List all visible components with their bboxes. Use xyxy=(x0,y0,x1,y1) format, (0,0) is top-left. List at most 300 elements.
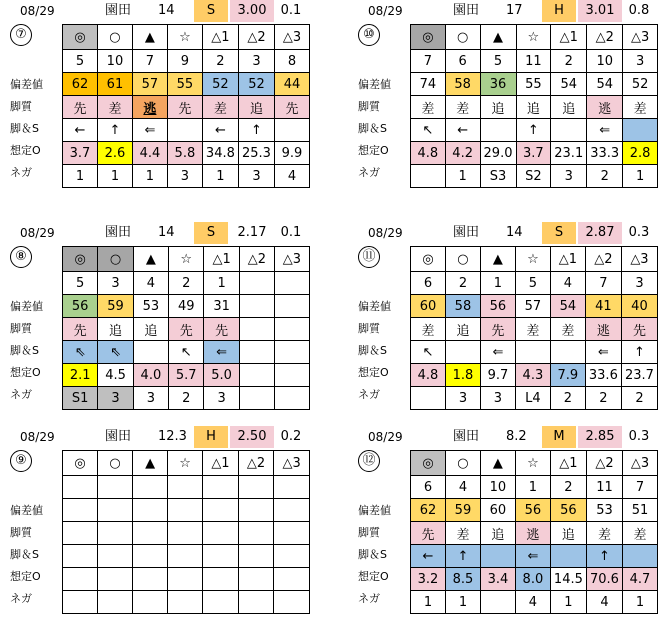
mark-cell: △2 xyxy=(585,247,621,272)
nega-cell: 1 xyxy=(445,591,480,614)
horses-row xyxy=(411,50,658,73)
horses-cell: 5 xyxy=(63,50,98,73)
style-row xyxy=(411,522,658,545)
horses-cell xyxy=(238,476,274,499)
est-row xyxy=(411,568,658,591)
style-cell: 差 xyxy=(445,522,480,545)
style-cell xyxy=(168,522,203,545)
est-cell: 1.8 xyxy=(445,364,480,387)
row-labels xyxy=(10,478,70,610)
dev-cell: 56 xyxy=(63,295,98,318)
nega-cell xyxy=(480,591,515,614)
race-date: 08/29 xyxy=(368,4,403,18)
mark-cell: ☆ xyxy=(516,25,551,50)
style-row xyxy=(63,522,310,545)
nega-row xyxy=(411,591,658,614)
row-label: 偏差値 xyxy=(10,78,43,91)
nega-cell xyxy=(133,591,168,614)
mark-cell: ○ xyxy=(98,451,133,476)
race-date: 08/29 xyxy=(20,4,55,18)
arrow-cell: ⇐ xyxy=(515,545,550,568)
panel-header xyxy=(10,222,310,244)
style-cell: 追 xyxy=(480,96,516,119)
style-cell: 先 xyxy=(167,96,202,119)
est-cell: 23.1 xyxy=(551,142,587,165)
dev-cell: 55 xyxy=(516,73,551,96)
nega-cell: 1 xyxy=(411,591,446,614)
arrow-cell xyxy=(550,545,586,568)
arrow-cell xyxy=(480,545,515,568)
est-cell: 4.2 xyxy=(445,142,480,165)
rate-value: 0.1 xyxy=(280,225,302,240)
nega-cell: 2 xyxy=(621,387,657,410)
venue: 園田 xyxy=(105,3,132,18)
horses-cell: 3 xyxy=(623,50,658,73)
horses-cell: 1 xyxy=(204,272,239,295)
nega-cell xyxy=(411,387,446,410)
style-cell xyxy=(239,318,274,341)
dev-cell: 36 xyxy=(480,73,516,96)
est-cell xyxy=(274,364,309,387)
style-cell xyxy=(63,522,98,545)
row-label: 脚質 xyxy=(10,100,32,113)
mark-cell: ☆ xyxy=(515,451,550,476)
mark-cell: ▲ xyxy=(480,25,516,50)
nega-cell: 2 xyxy=(169,387,204,410)
arrow-cell xyxy=(275,119,310,142)
arrow-row xyxy=(63,545,310,568)
style-cell: 差 xyxy=(586,522,622,545)
panel-header xyxy=(358,222,658,244)
nega-cell: 3 xyxy=(204,387,239,410)
row-label: 偏差値 xyxy=(358,78,391,91)
nega-cell: 1 xyxy=(550,591,586,614)
nega-cell: 3 xyxy=(238,165,274,188)
est-cell: 9.7 xyxy=(480,364,515,387)
grade-badge: S xyxy=(194,222,228,244)
dev-row xyxy=(411,295,658,318)
dev-cell: 74 xyxy=(411,73,446,96)
horses-cell: 7 xyxy=(411,50,446,73)
mark-cell: ◎ xyxy=(63,451,98,476)
mark-cell: △3 xyxy=(274,247,309,272)
dev-cell xyxy=(133,499,168,522)
horses-cell: 2 xyxy=(551,50,587,73)
dev-cell xyxy=(168,499,203,522)
arrow-cell: ↑ xyxy=(238,119,274,142)
dev-cell: 54 xyxy=(551,73,587,96)
odds-value: 3.01 xyxy=(578,0,622,22)
est-cell: 4.7 xyxy=(623,568,658,591)
row-label: 脚質 xyxy=(10,526,32,539)
dev-cell: 54 xyxy=(587,73,623,96)
style-cell xyxy=(98,522,133,545)
arrow-cell xyxy=(238,545,274,568)
est-cell: 4.5 xyxy=(98,364,133,387)
nega-cell: 3 xyxy=(133,387,168,410)
arrow-cell: ⇖ xyxy=(98,341,133,364)
mark-cell: △1 xyxy=(204,247,239,272)
mark-cell: △2 xyxy=(239,247,274,272)
race-number: ⑫ xyxy=(358,450,380,472)
horses-row xyxy=(63,50,310,73)
row-label: 偏差値 xyxy=(10,504,43,517)
row-label: 想定O xyxy=(10,366,41,379)
mark-cell: △1 xyxy=(550,451,586,476)
arrow-cell: ↖ xyxy=(169,341,204,364)
nega-cell xyxy=(411,165,446,188)
nega-cell xyxy=(239,387,274,410)
style-cell: 差 xyxy=(97,96,132,119)
horses-cell: 2 xyxy=(169,272,204,295)
horses-cell: 2 xyxy=(202,50,238,73)
est-cell xyxy=(274,568,310,591)
race-index: 14 xyxy=(506,225,523,240)
dev-cell: 59 xyxy=(445,499,480,522)
row-label: 想定O xyxy=(358,366,389,379)
nega-cell: 1 xyxy=(63,165,98,188)
mark-cell: ○ xyxy=(445,451,480,476)
est-cell: 8.5 xyxy=(445,568,480,591)
row-label: 脚＆S xyxy=(10,344,39,357)
dev-cell: 58 xyxy=(445,73,480,96)
dev-cell: 49 xyxy=(169,295,204,318)
mark-cell: ○ xyxy=(98,247,133,272)
horses-cell: 7 xyxy=(132,50,167,73)
mark-cell: ▲ xyxy=(133,451,168,476)
mark-cell: ▲ xyxy=(480,247,515,272)
style-cell: 追 xyxy=(516,96,551,119)
mark-cell: △3 xyxy=(623,25,658,50)
est-row xyxy=(411,364,658,387)
dev-row xyxy=(63,73,310,96)
arrow-cell: ⇐ xyxy=(585,341,621,364)
arrow-cell: ↑ xyxy=(621,341,657,364)
odds-value: 3.00 xyxy=(230,0,274,22)
arrow-cell: ⇐ xyxy=(587,119,623,142)
dev-row xyxy=(63,499,310,522)
style-cell: 逃 xyxy=(132,96,167,119)
panel-header xyxy=(358,426,658,448)
horses-cell: 6 xyxy=(445,50,480,73)
horses-cell: 8 xyxy=(275,50,310,73)
arrow-row xyxy=(411,341,658,364)
horses-cell xyxy=(274,272,309,295)
horses-cell: 10 xyxy=(97,50,132,73)
mark-cell: △1 xyxy=(203,451,239,476)
arrow-cell xyxy=(623,545,658,568)
mark-cell: ◎ xyxy=(411,25,446,50)
est-cell: 5.0 xyxy=(204,364,239,387)
arrow-cell xyxy=(274,545,310,568)
nega-cell xyxy=(238,591,274,614)
race-panel-p10 xyxy=(358,0,658,184)
arrow-cell xyxy=(203,545,239,568)
style-cell: 先 xyxy=(411,522,446,545)
arrow-cell xyxy=(623,119,658,142)
dev-cell: 53 xyxy=(133,295,168,318)
dev-cell xyxy=(239,295,274,318)
style-row xyxy=(411,96,658,119)
marks-row xyxy=(411,25,658,50)
race-number: ⑧ xyxy=(10,246,32,268)
venue: 園田 xyxy=(105,225,132,240)
mark-cell: ▲ xyxy=(133,247,168,272)
est-cell: 33.6 xyxy=(585,364,621,387)
mark-cell: ◎ xyxy=(63,25,98,50)
est-cell: 4.4 xyxy=(132,142,167,165)
est-row xyxy=(411,142,658,165)
row-labels xyxy=(358,52,418,184)
dev-cell: 44 xyxy=(275,73,310,96)
odds-value: 2.17 xyxy=(237,225,267,240)
venue: 園田 xyxy=(105,429,132,444)
race-date: 08/29 xyxy=(368,226,403,240)
arrow-row xyxy=(411,545,658,568)
est-cell: 33.3 xyxy=(587,142,623,165)
nega-cell: 3 xyxy=(480,387,515,410)
row-label: ネガ xyxy=(10,166,32,179)
venue: 園田 xyxy=(453,3,480,18)
dev-cell: 56 xyxy=(480,295,515,318)
dev-cell: 52 xyxy=(623,73,658,96)
race-panel-p8 xyxy=(10,222,310,406)
nega-cell: S1 xyxy=(63,387,98,410)
horses-row xyxy=(63,272,310,295)
horses-cell xyxy=(63,476,98,499)
panel-header xyxy=(10,0,310,22)
est-cell: 70.6 xyxy=(586,568,622,591)
style-cell: 先 xyxy=(63,318,98,341)
arrow-cell xyxy=(63,545,98,568)
mark-cell: ▲ xyxy=(480,451,515,476)
grade-badge: H xyxy=(542,0,576,22)
arrow-cell: ↑ xyxy=(516,119,551,142)
mark-cell: △3 xyxy=(275,25,310,50)
horses-cell: 6 xyxy=(411,476,446,499)
dev-cell: 40 xyxy=(621,295,657,318)
rate-value: 0.3 xyxy=(628,429,650,444)
race-date: 08/29 xyxy=(20,226,55,240)
dev-cell xyxy=(274,295,309,318)
rate-value: 0.2 xyxy=(280,429,302,444)
style-cell: 追 xyxy=(550,522,586,545)
arrow-cell: ↑ xyxy=(445,545,480,568)
style-cell: 差 xyxy=(623,96,658,119)
est-cell xyxy=(168,568,203,591)
race-number: ⑦ xyxy=(10,24,32,46)
dev-cell: 59 xyxy=(98,295,133,318)
style-cell: 追 xyxy=(238,96,274,119)
race-number: ⑨ xyxy=(10,450,32,472)
dev-cell: 53 xyxy=(586,499,622,522)
grade-badge: H xyxy=(194,426,228,448)
nega-cell xyxy=(274,591,310,614)
horses-cell xyxy=(168,476,203,499)
horses-cell: 7 xyxy=(585,272,621,295)
odds-value: 2.50 xyxy=(230,426,274,448)
arrow-cell: ↑ xyxy=(586,545,622,568)
arrow-cell: ⇖ xyxy=(63,341,98,364)
arrow-cell xyxy=(133,545,168,568)
race-index: 8.2 xyxy=(506,429,527,444)
horses-cell: 1 xyxy=(480,272,515,295)
row-label: ネガ xyxy=(10,388,32,401)
prediction-table xyxy=(410,246,658,410)
horses-cell: 3 xyxy=(238,50,274,73)
style-cell: 差 xyxy=(623,522,658,545)
style-cell: 先 xyxy=(621,318,657,341)
arrow-cell: ← xyxy=(202,119,238,142)
est-cell: 2.8 xyxy=(623,142,658,165)
mark-cell: ☆ xyxy=(167,25,202,50)
est-cell: 5.7 xyxy=(169,364,204,387)
nega-cell: 3 xyxy=(551,165,587,188)
mark-cell: ☆ xyxy=(515,247,550,272)
nega-cell xyxy=(203,591,239,614)
dev-cell: 56 xyxy=(550,499,586,522)
dev-cell: 51 xyxy=(623,499,658,522)
arrow-cell xyxy=(480,119,516,142)
mark-cell: △2 xyxy=(238,25,274,50)
style-cell: 先 xyxy=(480,318,515,341)
est-cell: 23.7 xyxy=(621,364,657,387)
est-cell: 2.6 xyxy=(97,142,132,165)
row-label: ネガ xyxy=(358,592,380,605)
dev-cell: 57 xyxy=(132,73,167,96)
nega-cell: 1 xyxy=(202,165,238,188)
row-label: 脚質 xyxy=(358,322,380,335)
style-cell: 先 xyxy=(63,96,98,119)
style-cell: 差 xyxy=(411,96,446,119)
dev-cell: 55 xyxy=(167,73,202,96)
est-cell: 4.8 xyxy=(411,142,446,165)
style-cell: 差 xyxy=(445,96,480,119)
arrow-cell xyxy=(133,341,168,364)
horses-cell: 4 xyxy=(550,272,585,295)
race-date: 08/29 xyxy=(20,430,55,444)
dev-cell: 31 xyxy=(204,295,239,318)
dev-cell: 62 xyxy=(411,499,446,522)
nega-row xyxy=(63,387,310,410)
arrow-cell: ← xyxy=(411,545,446,568)
horses-cell: 3 xyxy=(621,272,657,295)
arrow-cell: ↑ xyxy=(97,119,132,142)
mark-cell: △1 xyxy=(551,25,587,50)
race-number: ⑪ xyxy=(358,246,380,268)
arrow-cell xyxy=(167,119,202,142)
horses-row xyxy=(411,476,658,499)
est-cell xyxy=(133,568,168,591)
row-label: 想定O xyxy=(358,570,389,583)
est-cell: 4.8 xyxy=(411,364,446,387)
arrow-cell: ← xyxy=(63,119,98,142)
horses-cell: 2 xyxy=(445,272,480,295)
style-cell: 追 xyxy=(98,318,133,341)
race-panel-p9 xyxy=(10,426,310,605)
style-cell: 先 xyxy=(169,318,204,341)
panel-header xyxy=(358,0,658,22)
dev-cell xyxy=(203,499,239,522)
style-cell: 逃 xyxy=(515,522,550,545)
horses-row xyxy=(411,272,658,295)
venue: 園田 xyxy=(453,225,480,240)
venue: 園田 xyxy=(453,429,480,444)
horses-cell: 11 xyxy=(516,50,551,73)
nega-cell: 3 xyxy=(98,387,133,410)
horses-cell: 2 xyxy=(550,476,586,499)
style-cell: 追 xyxy=(480,522,515,545)
arrow-cell xyxy=(550,341,585,364)
race-panel-p11 xyxy=(358,222,658,406)
nega-cell: S3 xyxy=(480,165,516,188)
horses-cell: 9 xyxy=(167,50,202,73)
est-cell: 34.8 xyxy=(202,142,238,165)
est-cell: 3.7 xyxy=(63,142,98,165)
panel-header xyxy=(10,426,310,448)
nega-cell xyxy=(98,591,133,614)
mark-cell: △2 xyxy=(586,451,622,476)
row-labels xyxy=(10,52,70,184)
mark-cell: ☆ xyxy=(169,247,204,272)
row-label: 脚＆S xyxy=(10,548,39,561)
row-label: ネガ xyxy=(10,592,32,605)
nega-row xyxy=(411,387,658,410)
row-label: 想定O xyxy=(10,570,41,583)
marks-row xyxy=(63,247,310,272)
est-cell: 4.3 xyxy=(515,364,550,387)
dev-cell xyxy=(274,499,310,522)
horses-cell xyxy=(203,476,239,499)
est-cell xyxy=(203,568,239,591)
style-row xyxy=(63,96,310,119)
est-cell: 8.0 xyxy=(515,568,550,591)
row-label: 脚＆S xyxy=(358,344,387,357)
dev-cell: 57 xyxy=(515,295,550,318)
est-row xyxy=(63,142,310,165)
mark-cell: △2 xyxy=(587,25,623,50)
mark-cell: ◎ xyxy=(411,451,446,476)
race-index: 14 xyxy=(158,3,175,18)
dev-row xyxy=(411,73,658,96)
race-index: 12.3 xyxy=(158,429,187,444)
nega-cell xyxy=(168,591,203,614)
grade-badge: M xyxy=(542,426,576,448)
row-label: 脚＆S xyxy=(358,122,387,135)
est-cell xyxy=(63,568,98,591)
horses-cell: 10 xyxy=(480,476,515,499)
prediction-table xyxy=(62,24,310,188)
rate-value: 0.1 xyxy=(280,3,302,18)
est-cell: 9.9 xyxy=(275,142,310,165)
arrow-cell xyxy=(551,119,587,142)
prediction-table xyxy=(62,246,310,410)
arrow-cell: ↖ xyxy=(411,341,446,364)
dev-row xyxy=(411,499,658,522)
style-row xyxy=(411,318,658,341)
nega-cell: 1 xyxy=(445,165,480,188)
horses-cell: 4 xyxy=(133,272,168,295)
row-label: 脚＆S xyxy=(10,122,39,135)
nega-cell: 4 xyxy=(515,591,550,614)
rate-value: 0.8 xyxy=(628,3,650,18)
est-row xyxy=(63,364,310,387)
rate-value: 0.3 xyxy=(628,225,650,240)
arrow-cell: ⇐ xyxy=(480,341,515,364)
nega-cell: L4 xyxy=(515,387,550,410)
style-cell: 差 xyxy=(550,318,585,341)
style-row xyxy=(63,318,310,341)
